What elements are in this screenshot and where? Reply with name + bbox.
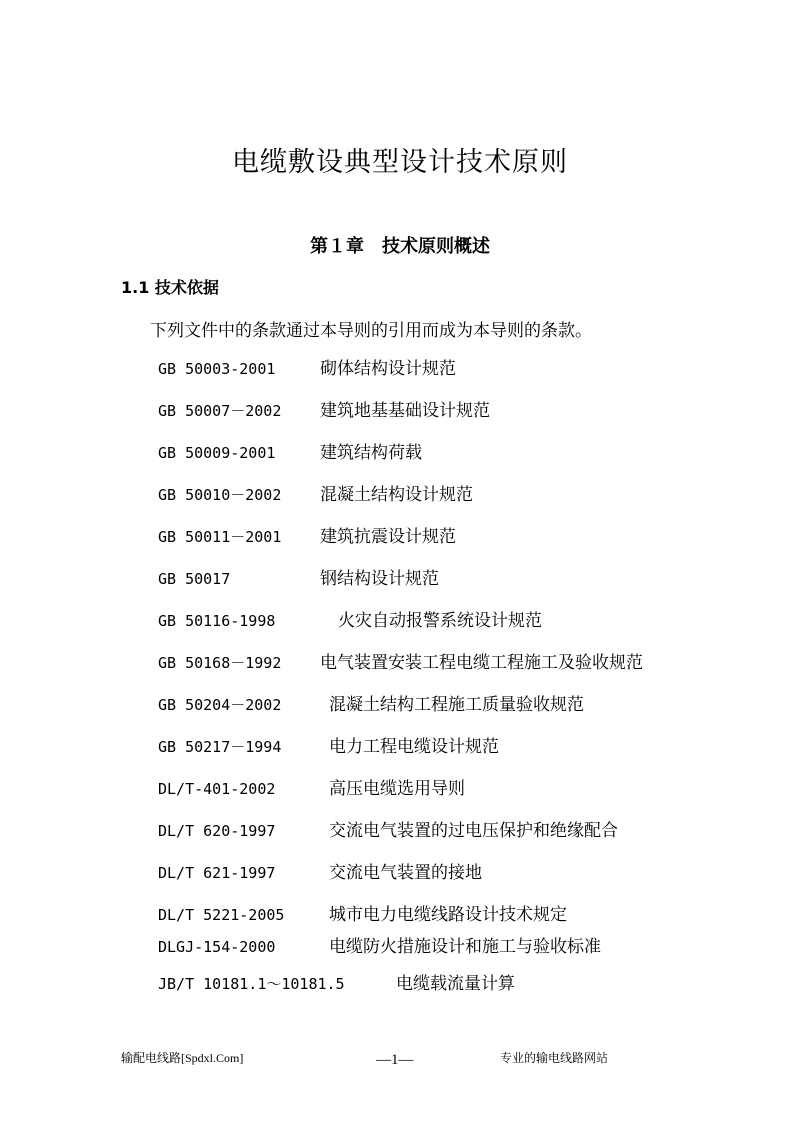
standard-code: GB 50007－2002 [158,402,282,420]
standard-code: DL/T 621-1997 [158,864,276,882]
standard-code: GB 50116-1998 [158,612,276,630]
standard-code: DLGJ-154-2000 [158,938,276,956]
standard-row [0,525,800,549]
section-heading: 1.1 技术依据 [121,278,219,297]
standard-row [0,819,800,843]
standard-name: 高压电缆选用导则 [329,779,465,799]
intro-paragraph: 下列文件中的条款通过本导则的引用而成为本导则的条款。 [150,321,592,341]
chapter-heading: 第１章 技术原则概述 [310,236,490,257]
standard-row [0,609,800,633]
standard-code: DL/T-401-2002 [158,780,276,798]
standard-row [0,861,800,885]
standard-name: 混凝土结构工程施工质量验收规范 [329,695,584,715]
standard-code: GB 50217－1994 [158,738,282,756]
document-title: 电缆敷设典型设计技术原则 [232,147,568,178]
standard-row [0,935,800,959]
standard-code: GB 50011－2001 [158,528,282,546]
standard-name: 交流电气装置的过电压保护和绝缘配合 [329,821,618,841]
standard-row [0,777,800,801]
standard-name: 火灾自动报警系统设计规范 [338,611,542,631]
footer-site-name: 输配电线路[Spdxl.Com] [121,1051,244,1065]
page-number: —1— [376,1052,414,1068]
standard-code: GB 50009-2001 [158,444,276,462]
standard-code: GB 50010－2002 [158,486,282,504]
standard-code: GB 50003-2001 [158,360,276,378]
standard-code: GB 50168－1992 [158,654,282,672]
standard-row [0,903,800,927]
standard-name: 钢结构设计规范 [320,569,439,589]
standard-code: DL/T 5221-2005 [158,906,285,924]
standard-row [0,567,800,591]
standard-name: 电缆防火措施设计和施工与验收标准 [329,937,601,957]
standard-row [0,651,800,675]
standard-code: DL/T 620-1997 [158,822,276,840]
standard-name: 建筑结构荷载 [320,443,422,463]
standard-name: 交流电气装置的接地 [329,863,482,883]
standard-name: 砌体结构设计规范 [320,359,456,379]
standard-code: GB 50017 [158,570,231,588]
standard-name: 电缆载流量计算 [396,974,515,994]
standard-code: JB/T 10181.1～10181.5 [158,975,345,993]
standard-row [0,972,800,996]
standard-row [0,441,800,465]
standard-name: 电气装置安装工程电缆工程施工及验收规范 [320,653,643,673]
standard-row [0,693,800,717]
footer-tagline: 专业的输电线路网站 [500,1051,609,1065]
standard-name: 电力工程电缆设计规范 [329,737,499,757]
standard-row [0,483,800,507]
standard-name: 建筑抗震设计规范 [320,527,456,547]
standard-name: 城市电力电缆线路设计技术规定 [329,905,567,925]
standard-row [0,399,800,423]
standard-row [0,357,800,381]
standard-row [0,735,800,759]
standard-code: GB 50204－2002 [158,696,282,714]
standard-name: 建筑地基基础设计规范 [320,401,490,421]
standard-name: 混凝土结构设计规范 [320,485,473,505]
